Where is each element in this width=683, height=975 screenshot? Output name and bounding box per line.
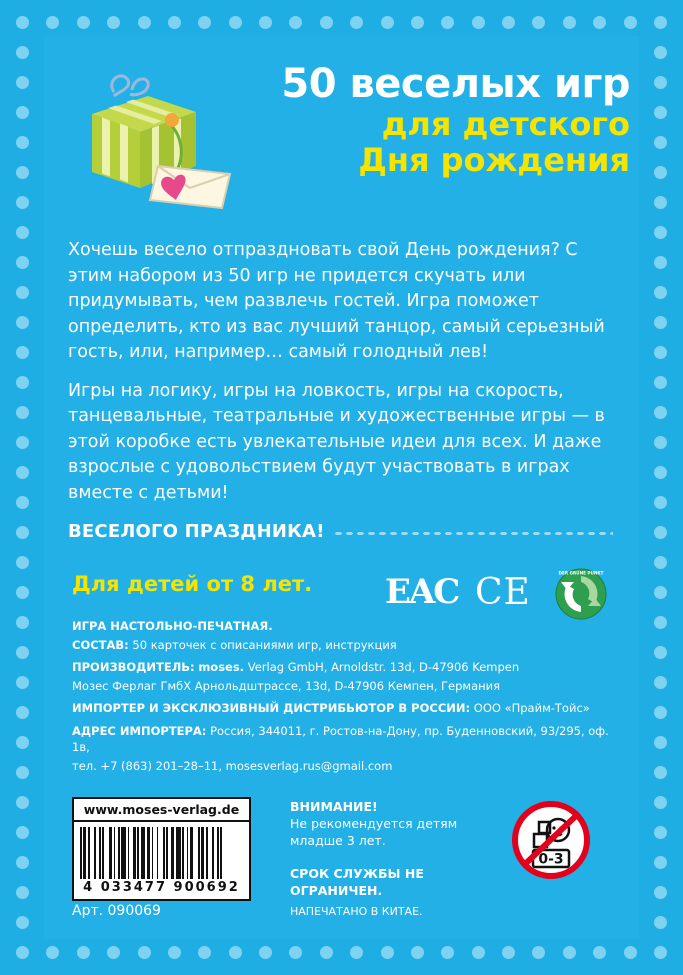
decorative-dot [654, 856, 667, 869]
decorative-dot [16, 316, 29, 329]
decorative-dot [654, 286, 667, 299]
decorative-dot [654, 346, 667, 359]
decorative-dot [654, 586, 667, 599]
decorative-dot [563, 16, 576, 29]
importer-contact: тел. +7 (863) 201–28–11, mosesverlag.rus@gmail.com [72, 758, 393, 773]
decorative-dot [654, 376, 667, 389]
decorative-dot [16, 256, 29, 269]
title-line-2: для детского [381, 105, 630, 143]
decorative-dot [654, 196, 667, 209]
decorative-dot [16, 676, 29, 689]
decorative-dot [472, 16, 485, 29]
decorative-dot [411, 946, 424, 959]
gift-box-with-envelope-illustration [62, 62, 247, 212]
decorative-dot [654, 436, 667, 449]
certification-marks [385, 570, 625, 618]
decorative-dot [654, 556, 667, 569]
decorative-dot [16, 106, 29, 119]
decorative-dot [16, 766, 29, 779]
manufacturer-value-ru: Мозес Ферлаг ГмбХ Арнольдштрассе, 13d, D-47906 Кемпен, Германия [72, 678, 501, 693]
decorative-dot [16, 76, 29, 89]
composition-value: 50 карточек с описаниями игр, инструкция [132, 637, 397, 652]
decorative-dot [654, 616, 667, 629]
decorative-dot [289, 16, 302, 29]
decorative-dot [16, 796, 29, 809]
decorative-dot [16, 886, 29, 899]
ce-mark: CE [475, 572, 531, 613]
decorative-dot [350, 16, 363, 29]
warning-line-2: младше 3 лет. [290, 833, 386, 848]
decorative-dot [654, 16, 667, 29]
decorative-dot [350, 946, 363, 959]
decorative-dot [563, 946, 576, 959]
decorative-dot [654, 46, 667, 59]
service-life-line: СРОК СЛУЖБЫ НЕ ОГРАНИЧЕН. [290, 866, 424, 898]
importer-address-value: Россия, 344011, г. Ростов-на-Дону, пр. Буденновский, 93/295, оф. 1в, [72, 723, 609, 754]
decorative-dot [654, 466, 667, 479]
decorative-dot [16, 406, 29, 419]
decorative-dot [654, 106, 667, 119]
decorative-dot [654, 826, 667, 839]
decorative-dot [16, 286, 29, 299]
decorative-dot [16, 166, 29, 179]
decorative-dot [16, 586, 29, 599]
decorative-dot [16, 946, 29, 959]
decorative-dot [654, 676, 667, 689]
importer-label: ИМПОРТЕР И ЭКСКЛЮЗИВНЫЙ ДИСТРИБЬЮТОР В РОССИИ: [72, 701, 471, 715]
age-mark-label: 0-3 [538, 851, 564, 868]
decorative-dot [16, 706, 29, 719]
decorative-dot [654, 406, 667, 419]
decorative-dot [502, 16, 515, 29]
paragraph-1: Хочешь весело отпраздновать свой День рождения? С этим набором из 50 игр не придется скучать или придумывать, чем развлечь гостей. Игра поможет определить, кто из вас лучший танцор, самый серьезный гость, или, например… самый голодный лев! [68, 240, 605, 362]
decorative-dot [654, 736, 667, 749]
manufacturer-brand: moses. [198, 660, 245, 674]
importer-value: ООО «Прайм-Тойс» [473, 701, 590, 715]
manufacturer-label: ПРОИЗВОДИТЕЛЬ: [72, 660, 195, 674]
decorative-dot [198, 946, 211, 959]
decorative-dot [16, 376, 29, 389]
eac-mark: ЕAC [385, 572, 459, 612]
legal-information [72, 618, 617, 780]
not-for-children-under-3-icon [508, 800, 594, 886]
decorative-dot [624, 946, 637, 959]
decorative-dot [472, 946, 485, 959]
decorative-dot [441, 16, 454, 29]
decorative-dot [138, 946, 151, 959]
decorative-dot [16, 496, 29, 509]
decorative-dot [46, 16, 59, 29]
decorative-dot [593, 16, 606, 29]
decorative-dot [654, 526, 667, 539]
decorative-dot [532, 16, 545, 29]
decorative-dot [46, 946, 59, 959]
decorative-dot [16, 916, 29, 929]
decorative-dot [229, 946, 242, 959]
decorative-dot [320, 946, 333, 959]
decorative-dot [654, 646, 667, 659]
decorative-dot [198, 16, 211, 29]
closing-line: ВЕСЕЛОГО ПРАЗДНИКА! [68, 521, 325, 542]
decorative-dot [16, 226, 29, 239]
description-text [68, 238, 613, 545]
decorative-dot [654, 256, 667, 269]
decorative-dot [654, 796, 667, 809]
dotted-rule [333, 531, 613, 536]
decorative-dot [654, 916, 667, 929]
decorative-dot [654, 166, 667, 179]
decorative-dot [16, 436, 29, 449]
decorative-dot [107, 16, 120, 29]
decorative-dot [16, 826, 29, 839]
warning-heading: ВНИМАНИЕ! [290, 799, 378, 814]
decorative-dot [16, 526, 29, 539]
decorative-dot [16, 136, 29, 149]
decorative-dot [259, 16, 272, 29]
decorative-dot [16, 616, 29, 629]
age-recommendation: Для детей от 8 лет. [72, 572, 313, 596]
title-line-1: 50 веселых игр [281, 61, 630, 107]
decorative-dot [16, 196, 29, 209]
decorative-dot [654, 946, 667, 959]
barcode-bar [222, 827, 225, 879]
decorative-dot [441, 946, 454, 959]
paragraph-2: Игры на логику, игры на ловкость, игры на скорость, танцевальные, театральные и художественные игры — в этой коробке есть увлекательные идеи для всех. И даже взрослые с удовольствием будут участвовать в играх вместе с детьми! [68, 380, 605, 503]
decorative-dot [654, 766, 667, 779]
decorative-dot [289, 946, 302, 959]
decorative-dot [16, 346, 29, 359]
article-number: Арт. 090069 [72, 903, 161, 919]
decorative-dot [77, 16, 90, 29]
decorative-dot [16, 736, 29, 749]
decorative-dot [502, 946, 515, 959]
importer-address-label: АДРЕС ИМПОРТЕРА: [72, 723, 207, 738]
decorative-dot [16, 46, 29, 59]
decorative-dot [654, 226, 667, 239]
decorative-dot [654, 76, 667, 89]
title-line-3: Дня рождения [358, 141, 630, 179]
decorative-dot [229, 16, 242, 29]
decorative-dot [532, 946, 545, 959]
printed-in-line: НАПЕЧАТАНО В КИТАЕ. [290, 905, 423, 918]
decorative-dot [411, 16, 424, 29]
decorative-dot [77, 946, 90, 959]
barcode-digits: 4 033477 900692 [83, 880, 240, 895]
decorative-dot [138, 16, 151, 29]
decorative-dot [16, 856, 29, 869]
decorative-dot [107, 946, 120, 959]
decorative-dot [16, 646, 29, 659]
cover-title [255, 62, 630, 178]
decorative-dot [16, 466, 29, 479]
publisher-website: www.moses-verlag.de [74, 799, 249, 822]
decorative-dot [381, 946, 394, 959]
decorative-dot [593, 946, 606, 959]
manufacturer-value: Verlag GmbH, Arnoldstr. 13d, D-47906 Kempen [247, 660, 520, 674]
game-type-line: ИГРА НАСТОЛЬНО-ПЕЧАТНАЯ. [72, 619, 273, 633]
gruene-punkt-icon [555, 568, 607, 620]
composition-label: СОСТАВ: [72, 637, 129, 652]
decorative-dot [654, 136, 667, 149]
svg-text:DER GRÜNE PUNKT: DER GRÜNE PUNKT [558, 570, 604, 576]
decorative-dot [624, 16, 637, 29]
decorative-dot [168, 16, 181, 29]
decorative-dot [381, 16, 394, 29]
decorative-dot [654, 496, 667, 509]
decorative-dot [320, 16, 333, 29]
closing-line-row [68, 519, 613, 545]
decorative-dot [259, 946, 272, 959]
decorative-dot [16, 16, 29, 29]
decorative-dot [654, 886, 667, 899]
warning-line-1: Не рекомендуется детям [290, 816, 458, 831]
barcode-block [72, 797, 251, 901]
warning-block [290, 798, 520, 920]
decorative-dot [654, 316, 667, 329]
decorative-dot [168, 946, 181, 959]
decorative-dot [654, 706, 667, 719]
barcode-bars [80, 827, 243, 879]
decorative-dot [16, 556, 29, 569]
